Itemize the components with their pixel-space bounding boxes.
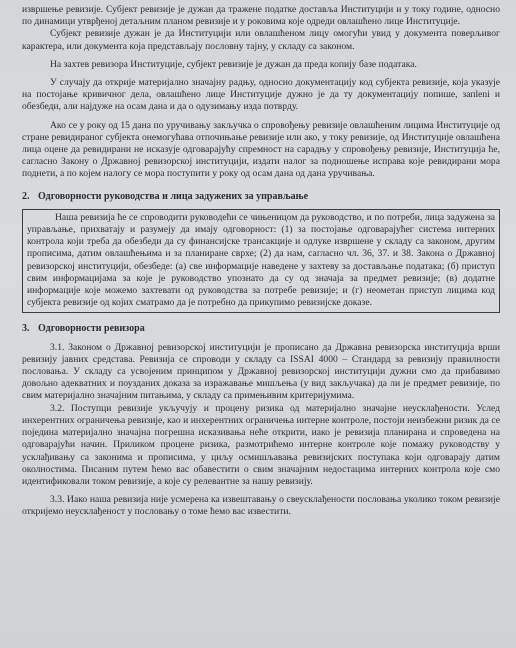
section-2-text: Наша ревизија ће се спроводити руководећи се чињеницом да руководство, и по потреби, лица задужена за управљање, прихватају и разумеју да имају одговорност: (1) за постојање одговарајућег система интерних контрола који треба да обезбеди да су финансијске трансакције и одлуке извршене у складу са законом, другим прописима, датим овлашћењима и за планиране сврхе; (2) да нам, сагласно чл. 36, 37. и 38. Закона о Државној ревизорској институцији, обезбеде: (а) све информације наведене у захтеву за достављање података; (б) приступ свим информацијама за које је руководство упознато да су од значаја за предмет ревизије; (в) додатне информације које можемо захтевати од руководства за потребе ревизије; и (г) неометан приступ лицима код субјекта ревизије од којих сматрамо да је потребно да прикупимо ревизијске доказе.	[27, 211, 495, 309]
section-3-heading	[22, 323, 500, 335]
paragraph-3-2: 3.2. Поступци ревизије укључују и процену ризика од материјално значајне неусклађености. Услед инхерентних ограничења ревизије, као и инхерентних ограничења интерне контроле, постоји неизбежни ризик да се поједина материјално значајна погрешна исказивања неће открити, иако је ревизија планирана и спроведена на одговарајући начин. Приликом процене ризика, размотрићемо интерне контроле које помажу руководству у усклађивању са законима и прописима, у циљу осмишљавања ревизијских поступака који одговарају датим околностима. Писаним путем ћемо вас обавестити о свим значајним недостацима интерних контрола које смо идентификовали током ревизије, а које су релевантне за нашу ревизију.	[22, 402, 500, 487]
section-2-boxed-paragraph	[22, 209, 500, 314]
paragraph-database-copy: На захтев ревизора Институције, субјект ревизије је дужан да преда копију базе података.	[50, 58, 417, 70]
paragraph-15-days: Ако се у року од 15 дана по уручивању закључка о спровођењу ревизије овлашћеним лицима Институције од стране ревидираног субјекта онемогућава отпочињање ревизије или ако, у току ревизије, од Институције овлашћена лица оцене да ревидирани не исказује одговарајућу спремност на сарадњу у спровођењу ревизије, Институција ће, сагласно Закону о Државној ревизорској институцији, издати налог за подношење исправа које ревидирани мора поднети, а по којем налогу се мора поступити у року од осам дана од дана уручивања.	[22, 119, 500, 180]
paragraph-3-1: 3.1. Законом о Државној ревизорској институцији је прописано да Државна ревизорска институција врши ревизију јавних средстава. Ревизија се спроводи у складу са ISSAI 4000 – Стандард за ревизију правилности пословања. У складу са усвојеним принципом у Државној ревизорској институцији дужни смо да прибавимо довољно адекватних и поузданих доказа за изражавање мишљења (у вид закључака) да ли је предмет ревизије, по свим материјално значајним питањима, у складу са примењивим критеријумима.	[22, 341, 500, 402]
section-2-heading	[22, 191, 500, 203]
paragraph-confidential-docs: Субјект ревизије дужан је да Институцији или овлашћеном лицу омогући увид у документа поверљивог карактера, или документа која представљају пословну тајну, у складу са законом.	[22, 28, 500, 52]
section-2-title: Одговорности руководства и лица задужених за управљање	[38, 190, 309, 202]
section-2-number: 2.	[22, 190, 30, 202]
section-3-title: Одговорности ревизора	[38, 323, 145, 335]
section-3-number: 3.	[22, 323, 30, 335]
paragraph-3-3: 3.3. Иако наша ревизија није усмерена ка извештавању о свеусклађености пословања уколико током ревизије откријемо неусклађеност у пословању о томе ћемо вас известити.	[22, 494, 500, 518]
document-body	[22, 4, 500, 519]
paragraph-intro: извршење ревизије. Субјект ревизије је дужан да тражене податке доставља Институцији и у току године, односно по динамици утврђеној детаљним планом ревизије и у роковима које одреди овлашћено лице Институције.	[22, 4, 500, 28]
paragraph-criminal-act: У случају да открије материјално значајну радњу, односно документацију код субјекта ревизије, која указује на постојање кривичног дела, овлашћено лице Институције дужно је да ту документацију попише, запleni и обезбеди, али најдуже на осам дана и да о одузимању изда потврду.	[22, 77, 500, 113]
